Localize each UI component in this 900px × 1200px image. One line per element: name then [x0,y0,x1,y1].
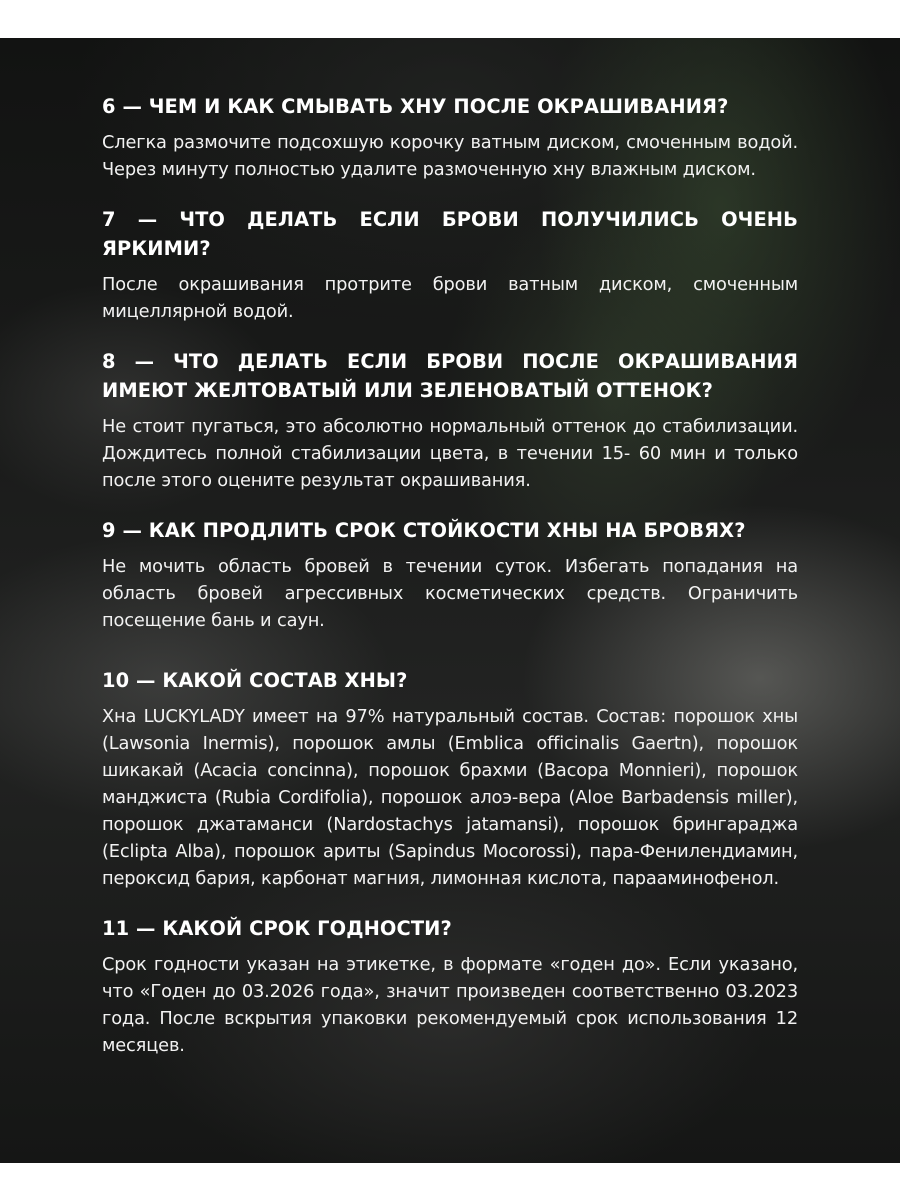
faq-question: 7 — ЧТО ДЕЛАТЬ ЕСЛИ БРОВИ ПОЛУЧИЛИСЬ ОЧЕНЬ ЯРКИМИ? [102,208,798,260]
faq-answer: Хна LUCKYLADY имеет на 97% натуральный состав. Состав: порошок хны (Lawsonia Inermis), порошок амлы (Emblica officinalis Gaertn), порошок шикакай (Acacia concinna), порошок брахми (Bacopa Monnieri), порошок манджиста (Rubia Cordifolia), порошок алоэ-вера (Aloe Barbadensis miller), порошок джатаманси (Nardostachys jatamansi), порошок брингараджа (Eclipta Alba), порошок ариты (Sapindus Mocorossi), пара-Фенилендиамин, пероксид бария, карбонат магния, лимонная кислота, парааминофенол. [102,706,798,889]
faq-answer: Не стоит пугаться, это абсолютно нормальный оттенок до стабилизации. Дождитесь полной стабилизации цвета, в течении 15- 60 мин и только после этого оцените результат окрашивания. [102,416,798,491]
faq-question: 10 — КАКОЙ СОСТАВ ХНЫ? [102,669,408,692]
faq-question: 9 — КАК ПРОДЛИТЬ СРОК СТОЙКОСТИ ХНЫ НА БРОВЯХ? [102,519,746,542]
faq-question: 6 — ЧЕМ И КАК СМЫВАТЬ ХНУ ПОСЛЕ ОКРАШИВАНИЯ? [102,95,729,118]
faq-item-7 [102,205,798,325]
faq-list [102,92,798,1081]
faq-answer: Срок годности указан на этикетке, в формате «годен до». Если указано, что «Годен до 03.2026 года», значит произведен соответственно 03.2023 года. После вскрытия упаковки рекомендуемый срок использования 12 месяцев. [102,954,798,1056]
faq-question: 8 — ЧТО ДЕЛАТЬ ЕСЛИ БРОВИ ПОСЛЕ ОКРАШИВАНИЯ ИМЕЮТ ЖЕЛТОВАТЫЙ ИЛИ ЗЕЛЕНОВАТЫЙ ОТТЕНОК? [102,350,798,402]
faq-item-11 [102,914,798,1059]
faq-answer: Не мочить область бровей в течении суток. Избегать попадания на область бровей агрессивных косметических средств. Ограничить посещение бань и саун. [102,556,798,631]
faq-answer: После окрашивания протрите брови ватным диском, смоченным мицеллярной водой. [102,274,798,322]
dark-photo-panel [0,38,900,1163]
faq-item-8 [102,347,798,494]
faq-item-9 [102,516,798,634]
faq-item-6 [102,92,798,183]
faq-question: 11 — КАКОЙ СРОК ГОДНОСТИ? [102,917,452,940]
faq-item-10 [102,666,798,892]
faq-answer: Слегка размочите подсохшую корочку ватным диском, смоченным водой. Через минуту полностью удалите размоченную хну влажным диском. [102,132,798,180]
